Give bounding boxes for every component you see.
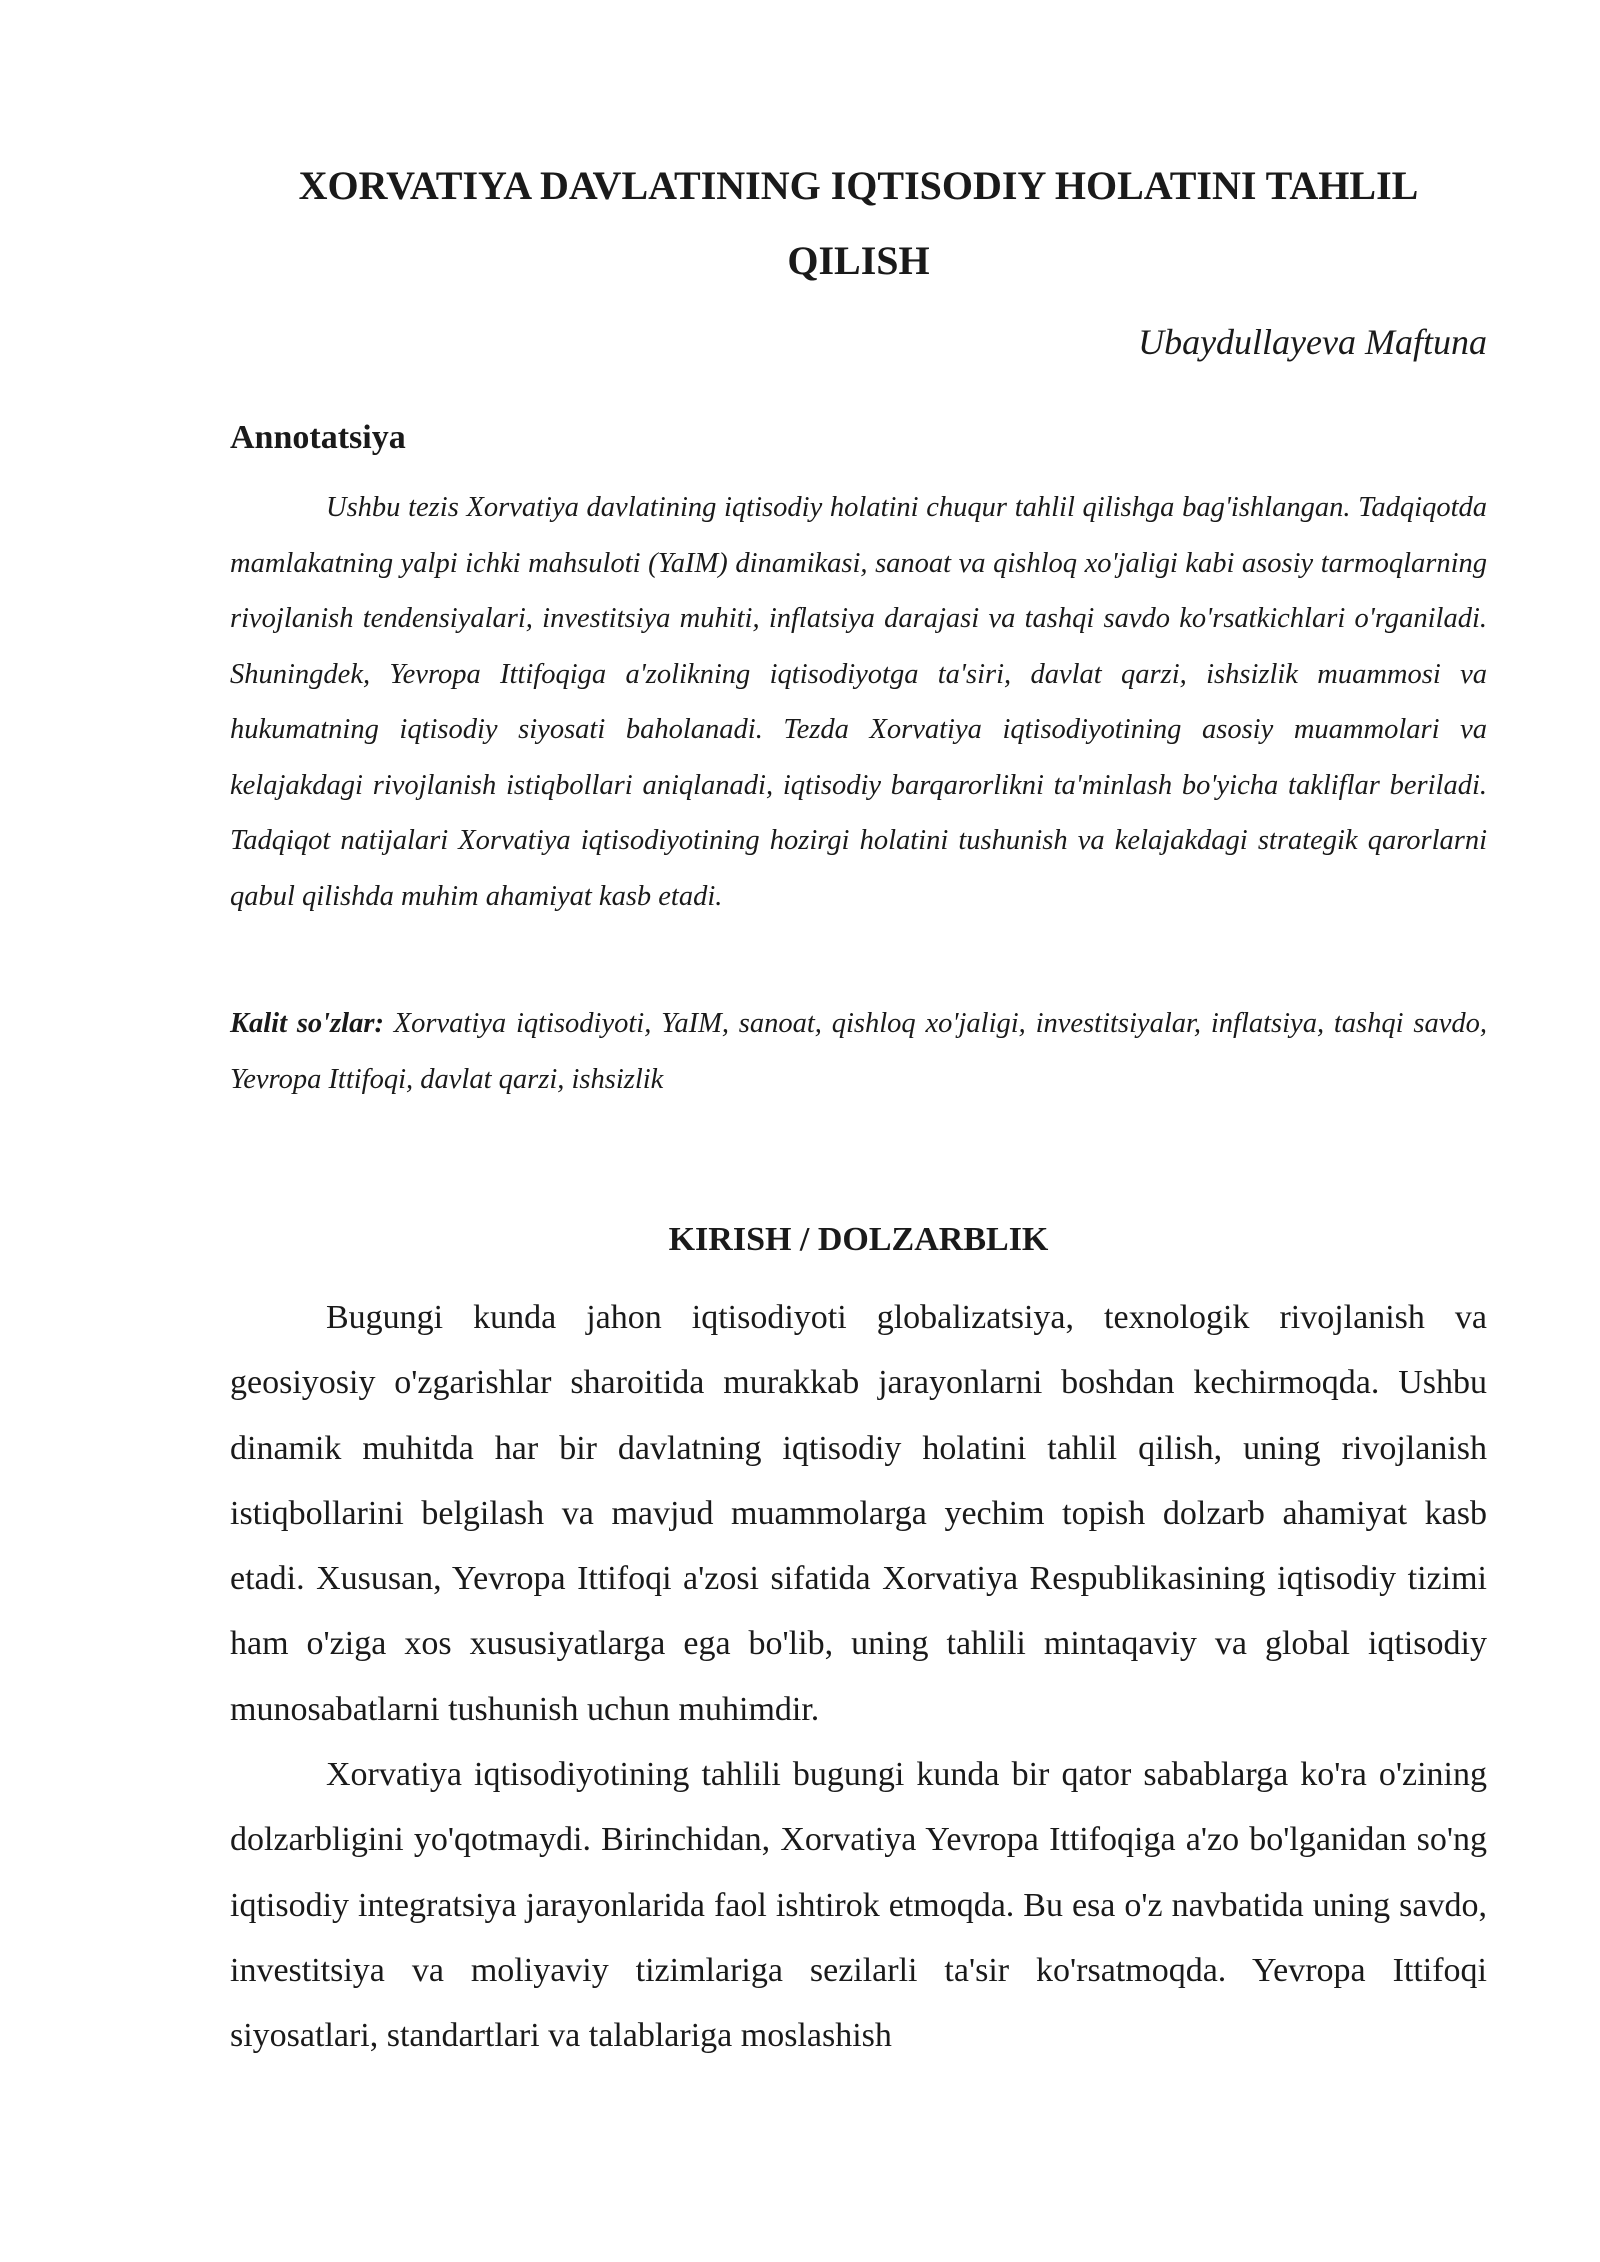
author-name: Ubaydullayeva Maftuna — [1138, 322, 1487, 362]
paper-title: XORVATIYA DAVLATINING IQTISODIY HOLATINI TAHLIL QILISH — [298, 163, 1419, 283]
keywords-text: Xorvatiya iqtisodiyoti, YaIM, sanoat, qishloq xo'jaligi, investitsiyalar, inflatsiya, tashqi savdo, Yevropa Ittifoqi, davlat qarzi, ishsizlik — [230, 1008, 1487, 1095]
annotation-heading: Annotatsiya — [230, 419, 406, 456]
keywords — [230, 996, 1487, 1107]
section-heading: KIRISH / DOLZARBLIK — [668, 1221, 1049, 1258]
body-paragraph-2: Xorvatiya iqtisodiyotining tahlili bugungi kunda bir qator sabablarga ko'ra o'zining dolzarbligini yo'qotmaydi. Birinchidan, Xorvatiya Yevropa Ittifoqiga a'zo bo'lganidan so'ng iqtisodiy integratsiya jarayonlarida faol ishtirok etmoqda. Bu esa o'z navbatida uning savdo, investitsiya va moliyaviy tizimlariga sezilarli ta'sir ko'rsatmoqda. Yevropa Ittifoqi siyosatlari, standartlari va talablariga moslashish — [230, 1756, 1487, 2055]
abstract-text: Ushbu tezis Xorvatiya davlatining iqtisodiy holatini chuqur tahlil qilishga bag'ishlangan. Tadqiqotda mamlakatning yalpi ichki mahsuloti (YaIM) dinamikasi, sanoat va qishloq xo'jaligi kabi asosiy tarmoqlarning rivojlanish tendensiyalari, investitsiya muhiti, inflatsiya darajasi va tashqi savdo ko'rsatkichlari o'rganiladi. Shuningdek, Yevropa Ittifoqiga a'zolikning iqtisodiyotga ta'siri, davlat qarzi, ishsizlik muammosi va hukumatning iqtisodiy siyosati baholanadi. Tezda Xorvatiya iqtisodiyotining asosiy muammolari va kelajakdagi rivojlanish istiqbollari aniqlanadi, iqtisodiy barqarorlikni ta'minlash bo'yicha takliflar beriladi. Tadqiqot natijalari Xorvatiya iqtisodiyotining hozirgi holatini tushunish va kelajakdagi strategik qarorlarni qabul qilishda muhim ahamiyat kasb etadi. — [230, 492, 1487, 912]
keywords-label: Kalit so'zlar: — [230, 1008, 384, 1039]
body-paragraph-1: Bugungi kunda jahon iqtisodiyoti globalizatsiya, texnologik rivojlanish va geosiyosiy o'zgarishlar sharoitida murakkab jarayonlarni boshdan kechirmoqda. Ushbu dinamik muhitda har bir davlatning iqtisodiy holatini tahlil qilish, uning rivojlanish istiqbollarini belgilash va mavjud muammolarga yechim topish dolzarb ahamiyat kasb etadi. Xususan, Yevropa Ittifoqi a'zosi sifatida Xorvatiya Respublikasining iqtisodiy tizimi ham o'ziga xos xususiyatlarga ega bo'lib, uning tahlili mintaqaviy va global iqtisodiy munosabatlarni tushunish uchun muhimdir. — [230, 1299, 1487, 1728]
